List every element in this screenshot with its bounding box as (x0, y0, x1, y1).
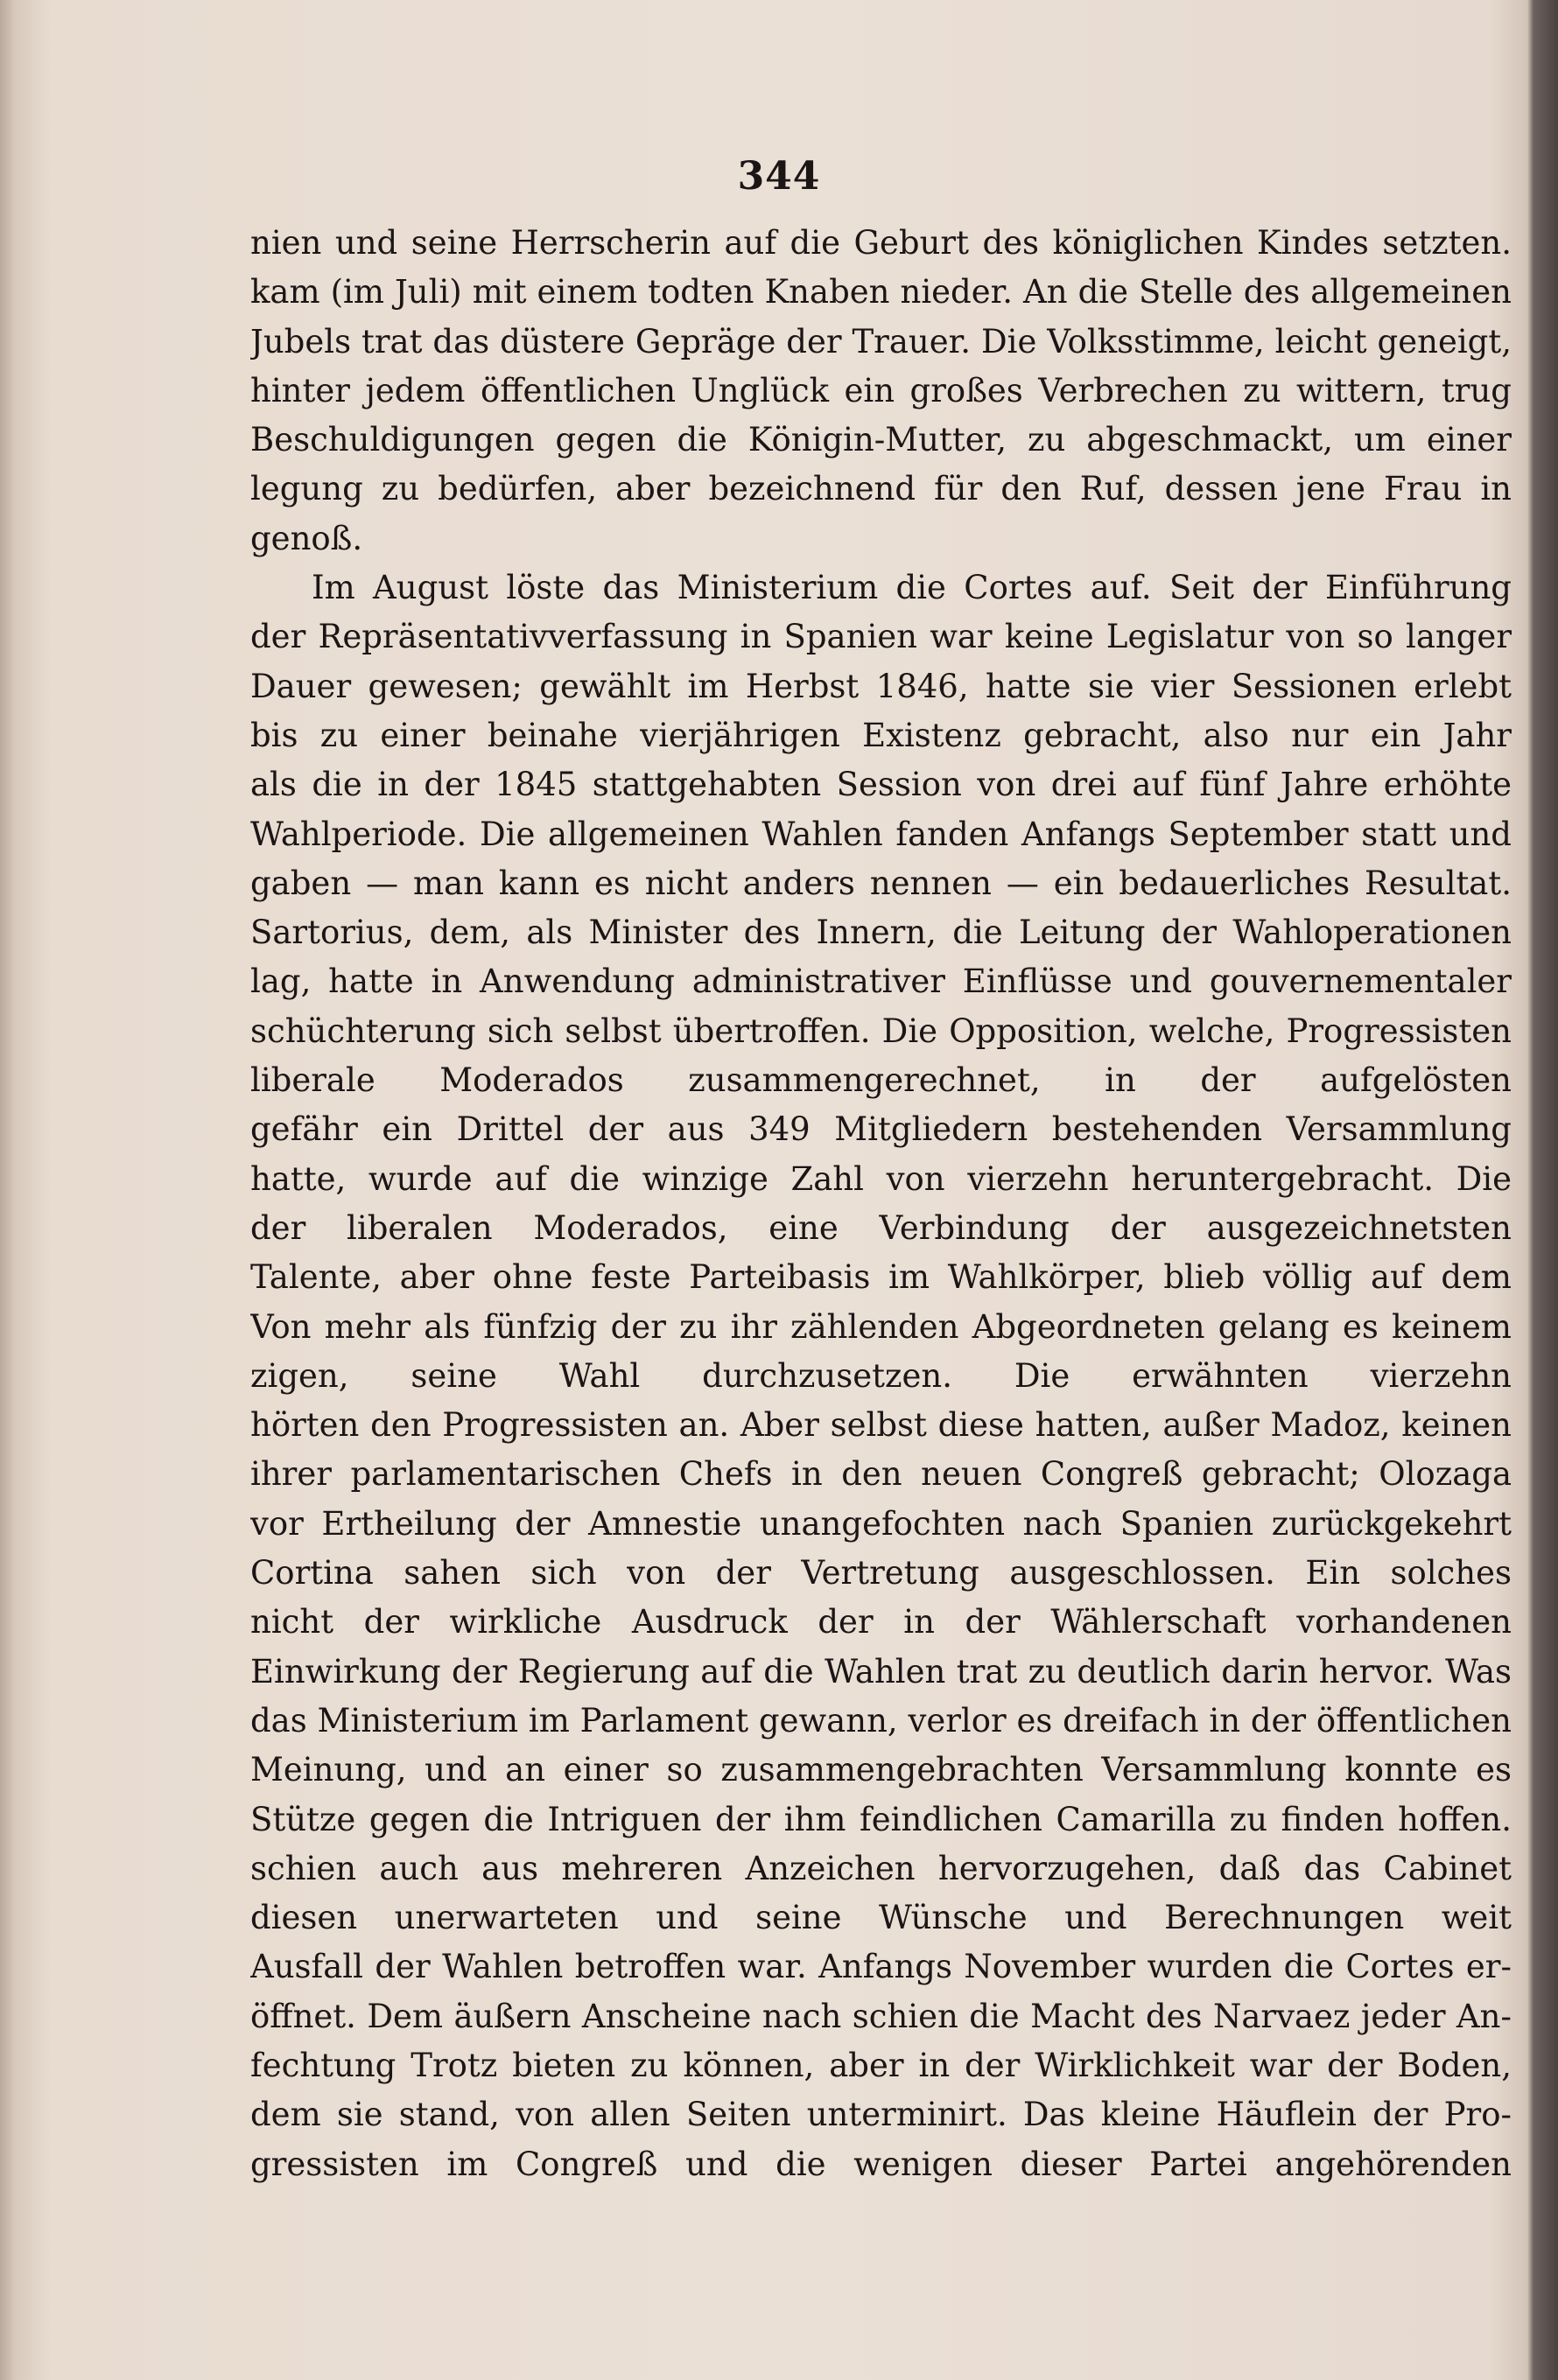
text-line: Ausfall der Wahlen betroffen war. Anfangs November wurden die Cortes er- (250, 1948, 1512, 1986)
text-line: gressisten im Congreß und die wenigen dieser Partei angehörenden (250, 2145, 1512, 2183)
text-line: Jubels trat das düstere Gepräge der Trauer. Die Volksstimme, leicht geneigt, (250, 322, 1512, 360)
text-line: der Repräsentativverfassung in Spanien war keine Legislatur von so langer (250, 618, 1512, 656)
text-line: öffnet. Dem äußern Anscheine nach schien die Macht des Narvaez jeder An- (250, 1997, 1512, 2035)
text-line: legung zu bedürfen, aber bezeichnend für den Ruf, dessen jene Frau in (250, 470, 1512, 508)
body-text (250, 219, 1512, 2189)
text-line: zigen, seine Wahl durchzusetzen. Die erwähnten vierzehn (250, 1356, 1512, 1395)
text-line: Sartorius, dem, als Minister des Innern, die Leitung der Wahloperationen (250, 914, 1512, 952)
text-line: fechtung Trotz bieten zu können, aber in der Wirklichkeit war der Boden, (250, 2046, 1512, 2084)
text-line: genoß. (250, 519, 363, 557)
text-line: bis zu einer beinahe vierjährigen Existenz gebracht, also nur ein Jahr (250, 716, 1512, 754)
text-line: vor Ertheilung der Amnestie unangefochten nach Spanien zurückgekehrt (250, 1504, 1512, 1543)
text-line: Dauer gewesen; gewählt im Herbst 1846, hatte sie vier Sessionen erlebt (250, 667, 1512, 705)
text-line: dem sie stand, von allen Seiten unterminirt. Das kleine Häuflein der Pro- (250, 2096, 1512, 2134)
text-line: Meinung, und an einer so zusammengebrachten Versammlung konnte es (250, 1751, 1512, 1789)
text-line: gefähr ein Drittel der aus 349 Mitgliedern bestehenden Versammlung (250, 1110, 1512, 1149)
text-line: ihrer parlamentarischen Chefs in den neuen Congreß gebracht; Olozaga (250, 1455, 1512, 1494)
text-line: Stütze gegen die Intriguen der ihm feindlichen Camarilla zu finden hoffen. (250, 1800, 1512, 1838)
text-line: lag, hatte in Anwendung administrativer Einflüsse und gouvernementaler (250, 962, 1512, 1001)
text-line: kam (im Juli) mit einem todten Knaben nieder. An die Stelle des allgemeinen (250, 273, 1512, 312)
text-line: Cortina sahen sich von der Vertretung ausgeschlossen. Ein solches (250, 1554, 1512, 1592)
text-line: hörten den Progressisten an. Aber selbst diese hatten, außer Madoz, keinen (250, 1406, 1512, 1445)
text-line: Talente, aber ohne feste Parteibasis im Wahlkörper, blieb völlig auf dem (250, 1258, 1512, 1297)
text-line: schien auch aus mehreren Anzeichen hervorzugehen, daß das Cabinet (250, 1849, 1512, 1887)
text-line: schüchterung sich selbst übertroffen. Die Opposition, welche, Progressisten (250, 1012, 1512, 1050)
text-line: der liberalen Moderados, eine Verbindung der ausgezeichnetsten (250, 1208, 1512, 1247)
page-number: 344 (737, 154, 821, 199)
text-line: Beschuldigungen gegen die Königin-Mutter, zu abgeschmackt, um einer (250, 421, 1512, 459)
text-line: nicht der wirkliche Ausdruck der in der Wählerschaft vorhandenen (250, 1603, 1512, 1642)
text-line: hinter jedem öffentlichen Unglück ein großes Verbrechen zu wittern, trug (250, 371, 1512, 410)
text-line: als die in der 1845 stattgehabten Session von drei auf fünf Jahre erhöhte (250, 766, 1512, 804)
text-line: Wahlperiode. Die allgemeinen Wahlen fanden Anfangs September statt und (250, 815, 1512, 853)
text-line: Einwirkung der Regierung auf die Wahlen trat zu deutlich darin hervor. Was (250, 1652, 1512, 1690)
text-line: das Ministerium im Parlament gewann, verlor es dreifach in der öffentlichen (250, 1701, 1512, 1740)
text-line: liberale Moderados zusammengerechnet, in der aufgelösten (250, 1061, 1512, 1100)
text-line: nien und seine Herrscherin auf die Geburt des königlichen Kindes setzten. (250, 224, 1512, 262)
text-line: Im August löste das Ministerium die Cortes auf. Seit der Einführung (312, 569, 1512, 607)
text-line: gaben — man kann es nicht anders nennen — ein bedauerliches Resultat. (250, 864, 1512, 902)
text-line: Von mehr als fünfzig der zu ihr zählenden Abgeordneten gelang es keinem (250, 1307, 1512, 1346)
text-line: diesen unerwarteten und seine Wünsche und Berechnungen weit (250, 1899, 1512, 1937)
text-line: hatte, wurde auf die winzige Zahl von vierzehn heruntergebracht. Die (250, 1159, 1512, 1198)
